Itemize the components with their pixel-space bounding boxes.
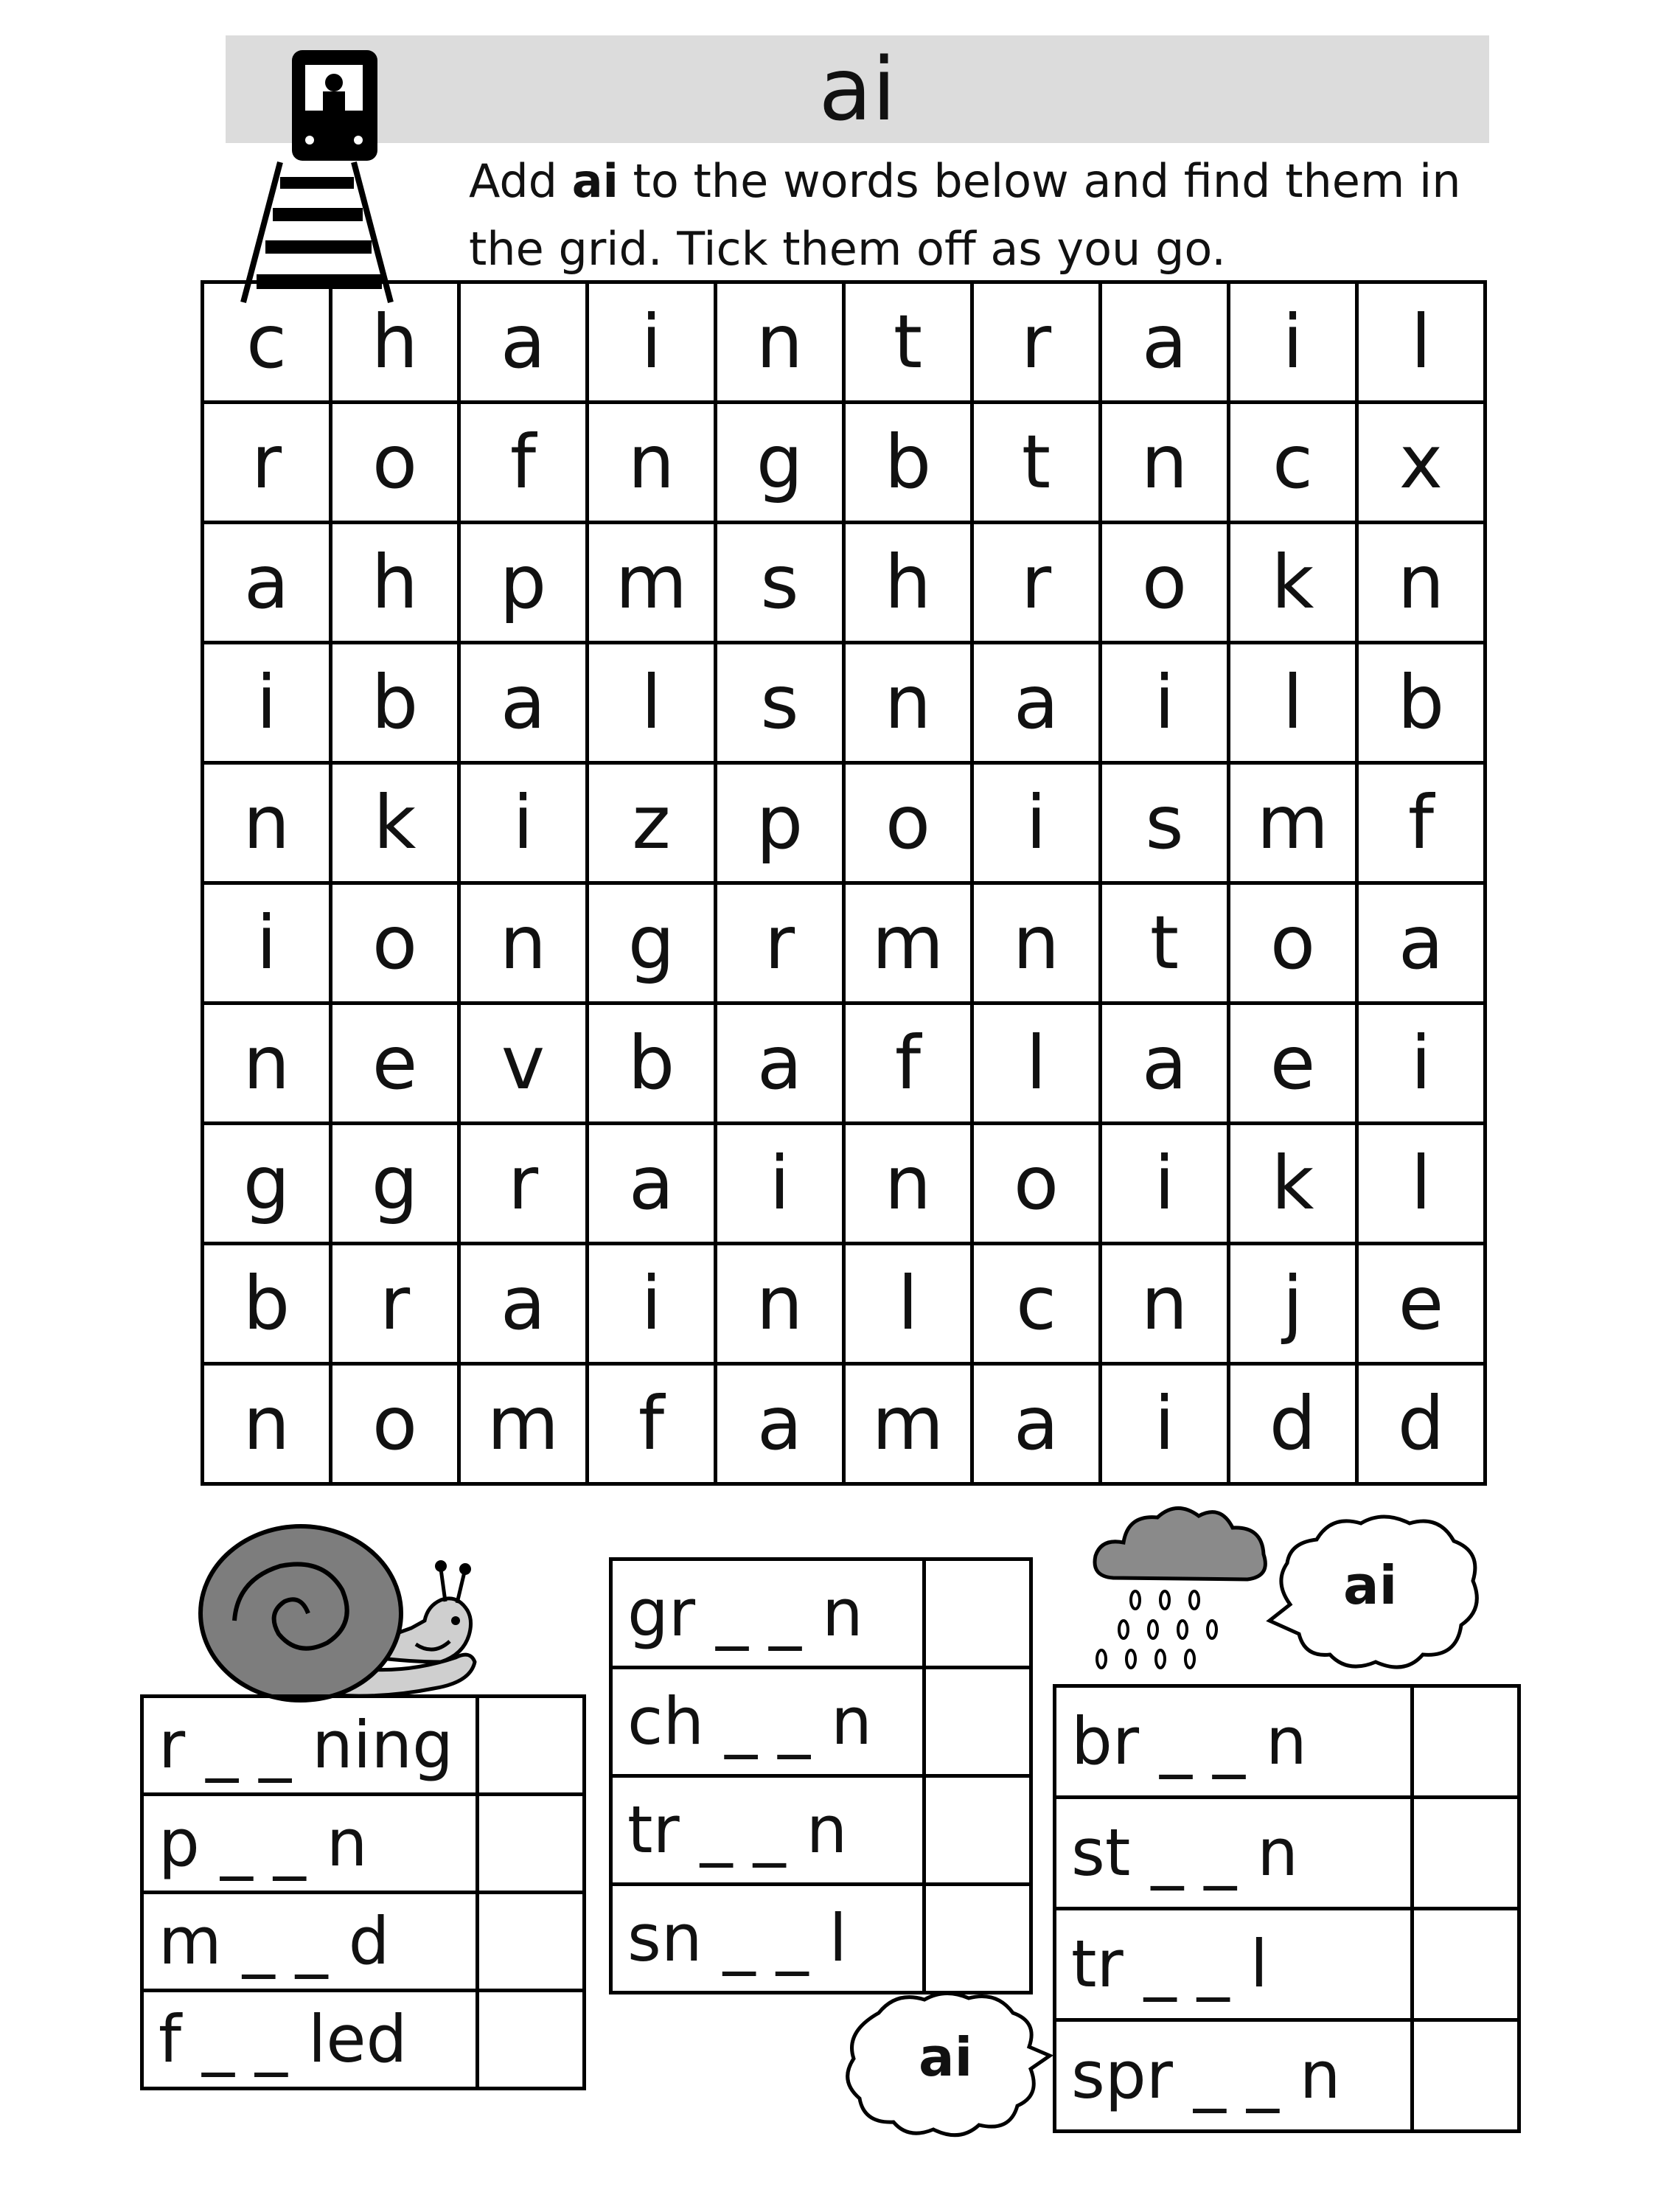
word-row xyxy=(1055,1909,1519,2020)
tick-box[interactable] xyxy=(924,1776,1031,1885)
tick-box[interactable] xyxy=(924,1668,1031,1776)
grid-row xyxy=(203,883,1485,1004)
grid-cell[interactable]: o xyxy=(1229,883,1357,1004)
grid-cell[interactable]: r xyxy=(203,403,331,523)
grid-cell[interactable]: l xyxy=(588,643,716,763)
instructions-highlight: ai xyxy=(571,154,619,208)
instructions: Add ai to the words below and find them in the grid. Tick them off as you go. xyxy=(469,154,1461,276)
grid-row xyxy=(203,1244,1485,1364)
word-row xyxy=(142,1697,585,1795)
grid-cell[interactable]: s xyxy=(1101,763,1229,883)
grid-cell[interactable]: n xyxy=(1101,1244,1229,1364)
grid-cell[interactable]: a xyxy=(1101,282,1229,403)
grid-cell[interactable]: r xyxy=(716,883,844,1004)
word-row xyxy=(611,1668,1031,1776)
grid-cell[interactable]: o xyxy=(331,883,459,1004)
grid-cell[interactable]: t xyxy=(844,282,972,403)
grid-cell[interactable]: n xyxy=(844,1124,972,1244)
grid-cell[interactable]: i xyxy=(972,763,1101,883)
grid-cell[interactable]: n xyxy=(972,883,1101,1004)
word-row xyxy=(142,1795,585,1893)
grid-cell[interactable]: a xyxy=(972,643,1101,763)
grid-cell[interactable]: i xyxy=(459,763,588,883)
snail-icon xyxy=(190,1517,485,1711)
grid-row xyxy=(203,1364,1485,1484)
word-prompt: br _ _ n xyxy=(1055,1686,1413,1798)
grid-cell[interactable]: o xyxy=(331,1364,459,1484)
grid-cell[interactable]: a xyxy=(716,1004,844,1124)
grid-cell[interactable]: g xyxy=(331,1124,459,1244)
word-prompt: r _ _ ning xyxy=(142,1697,478,1795)
grid-cell[interactable]: i xyxy=(588,1244,716,1364)
word-prompt: sn _ _ l xyxy=(611,1885,924,1993)
grid-cell[interactable]: a xyxy=(203,523,331,643)
grid-cell[interactable]: a xyxy=(716,1364,844,1484)
grid-cell[interactable]: n xyxy=(1101,403,1229,523)
grid-cell[interactable]: e xyxy=(1229,1004,1357,1124)
word-prompt: gr _ _ n xyxy=(611,1559,924,1668)
tick-box[interactable] xyxy=(1413,1686,1519,1798)
grid-cell[interactable]: i xyxy=(203,883,331,1004)
grid-cell[interactable]: a xyxy=(1101,1004,1229,1124)
grid-cell[interactable]: p xyxy=(716,763,844,883)
grid-cell[interactable]: s xyxy=(716,523,844,643)
grid-cell[interactable]: a xyxy=(588,1124,716,1244)
word-row xyxy=(1055,1686,1519,1798)
grid-cell[interactable]: i xyxy=(1229,282,1357,403)
grid-cell[interactable]: k xyxy=(1229,523,1357,643)
grid-cell[interactable]: a xyxy=(459,1244,588,1364)
grid-cell[interactable]: e xyxy=(331,1004,459,1124)
grid-cell[interactable]: s xyxy=(716,643,844,763)
grid-cell[interactable]: l xyxy=(1357,1124,1485,1244)
tick-box[interactable] xyxy=(1413,2020,1519,2132)
word-prompt: tr _ _ l xyxy=(1055,1909,1413,2020)
grid-cell[interactable]: a xyxy=(459,643,588,763)
grid-cell[interactable]: l xyxy=(972,1004,1101,1124)
grid-cell[interactable]: m xyxy=(1229,763,1357,883)
grid-row xyxy=(203,1004,1485,1124)
grid-cell[interactable]: g xyxy=(203,1124,331,1244)
word-prompt: st _ _ n xyxy=(1055,1798,1413,1909)
grid-cell[interactable]: l xyxy=(1229,643,1357,763)
grid-cell[interactable]: z xyxy=(588,763,716,883)
grid-row xyxy=(203,403,1485,523)
grid-cell[interactable]: g xyxy=(716,403,844,523)
grid-cell[interactable]: m xyxy=(459,1364,588,1484)
grid-cell[interactable]: g xyxy=(588,883,716,1004)
word-list-1 xyxy=(140,1694,586,2090)
word-prompt: ch _ _ n xyxy=(611,1668,924,1776)
word-row xyxy=(611,1885,1031,1993)
grid-cell[interactable]: n xyxy=(203,1364,331,1484)
grid-cell[interactable]: m xyxy=(588,523,716,643)
grid-cell[interactable]: n xyxy=(459,883,588,1004)
speech-bubble-text-top: ai xyxy=(1343,1554,1398,1616)
train-icon xyxy=(236,44,457,310)
word-prompt: p _ _ n xyxy=(142,1795,478,1893)
grid-cell[interactable]: n xyxy=(203,1004,331,1124)
grid-cell[interactable]: h xyxy=(331,282,459,403)
grid-cell[interactable]: n xyxy=(716,1244,844,1364)
word-list-3 xyxy=(1053,1684,1521,2133)
grid-cell[interactable]: c xyxy=(203,282,331,403)
grid-cell[interactable]: n xyxy=(588,403,716,523)
grid-row xyxy=(203,763,1485,883)
grid-cell[interactable]: h xyxy=(331,523,459,643)
word-row xyxy=(611,1776,1031,1885)
tick-box[interactable] xyxy=(924,1885,1031,1993)
grid-cell[interactable]: x xyxy=(1357,403,1485,523)
grid-cell[interactable]: l xyxy=(1357,282,1485,403)
speech-bubble-text-bottom: ai xyxy=(919,2026,973,2088)
grid-cell[interactable]: h xyxy=(844,523,972,643)
grid-cell[interactable]: e xyxy=(1357,1244,1485,1364)
grid-cell[interactable]: f xyxy=(844,1004,972,1124)
grid-cell[interactable]: a xyxy=(1357,883,1485,1004)
grid-cell[interactable]: d xyxy=(1229,1364,1357,1484)
grid-cell[interactable]: r xyxy=(972,523,1101,643)
grid-cell[interactable]: i xyxy=(1101,643,1229,763)
word-row xyxy=(1055,2020,1519,2132)
grid-cell[interactable]: t xyxy=(1101,883,1229,1004)
grid-cell[interactable]: l xyxy=(844,1244,972,1364)
word-prompt: m _ _ d xyxy=(142,1893,478,1991)
grid-cell[interactable]: n xyxy=(203,763,331,883)
grid-cell[interactable]: j xyxy=(1229,1244,1357,1364)
grid-cell[interactable]: b xyxy=(331,643,459,763)
word-prompt: spr _ _ n xyxy=(1055,2020,1413,2132)
grid-cell[interactable]: m xyxy=(844,883,972,1004)
grid-cell[interactable]: b xyxy=(844,403,972,523)
tick-box[interactable] xyxy=(1413,1798,1519,1909)
grid-cell[interactable]: v xyxy=(459,1004,588,1124)
grid-cell[interactable]: i xyxy=(588,282,716,403)
grid-cell[interactable]: i xyxy=(203,643,331,763)
grid-cell[interactable]: o xyxy=(331,403,459,523)
word-row xyxy=(1055,1798,1519,1909)
grid-cell[interactable]: i xyxy=(1101,1124,1229,1244)
word-row xyxy=(611,1559,1031,1668)
word-list-2 xyxy=(609,1557,1033,1994)
grid-row xyxy=(203,282,1485,403)
grid-cell[interactable]: k xyxy=(331,763,459,883)
grid-cell[interactable]: c xyxy=(972,1244,1101,1364)
grid-cell[interactable]: o xyxy=(972,1124,1101,1244)
grid-cell[interactable]: i xyxy=(1101,1364,1229,1484)
grid-row xyxy=(203,523,1485,643)
grid-cell[interactable]: b xyxy=(203,1244,331,1364)
grid-cell[interactable]: o xyxy=(844,763,972,883)
grid-cell[interactable]: f xyxy=(588,1364,716,1484)
grid-cell[interactable]: r xyxy=(331,1244,459,1364)
grid-cell[interactable]: r xyxy=(459,1124,588,1244)
grid-cell[interactable]: f xyxy=(459,403,588,523)
grid-cell[interactable]: m xyxy=(844,1364,972,1484)
grid-row xyxy=(203,643,1485,763)
grid-cell[interactable]: d xyxy=(1357,1364,1485,1484)
grid-cell[interactable]: n xyxy=(716,282,844,403)
word-search-grid xyxy=(201,280,1487,1486)
word-row xyxy=(142,1991,585,2089)
word-row xyxy=(142,1893,585,1991)
word-prompt: f _ _ led xyxy=(142,1991,478,2089)
grid-cell[interactable]: n xyxy=(1357,523,1485,643)
grid-cell[interactable]: t xyxy=(972,403,1101,523)
grid-row xyxy=(203,1124,1485,1244)
grid-cell[interactable]: n xyxy=(844,643,972,763)
grid-cell[interactable]: i xyxy=(716,1124,844,1244)
tick-box[interactable] xyxy=(478,1795,585,1893)
grid-cell[interactable]: f xyxy=(1357,763,1485,883)
tick-box[interactable] xyxy=(1413,1909,1519,2020)
grid-cell[interactable]: a xyxy=(459,282,588,403)
grid-cell[interactable]: a xyxy=(972,1364,1101,1484)
grid-cell[interactable]: k xyxy=(1229,1124,1357,1244)
grid-cell[interactable]: b xyxy=(1357,643,1485,763)
grid-cell[interactable]: b xyxy=(588,1004,716,1124)
grid-cell[interactable]: o xyxy=(1101,523,1229,643)
tick-box[interactable] xyxy=(478,1991,585,2089)
word-prompt: tr _ _ n xyxy=(611,1776,924,1885)
grid-cell[interactable]: r xyxy=(972,282,1101,403)
tick-box[interactable] xyxy=(924,1559,1031,1668)
tick-box[interactable] xyxy=(478,1697,585,1795)
grid-cell[interactable]: p xyxy=(459,523,588,643)
tick-box[interactable] xyxy=(478,1893,585,1991)
grid-cell[interactable]: i xyxy=(1357,1004,1485,1124)
rain-cloud-icon xyxy=(1091,1497,1283,1681)
title-text: ai xyxy=(818,38,896,140)
grid-cell[interactable]: c xyxy=(1229,403,1357,523)
